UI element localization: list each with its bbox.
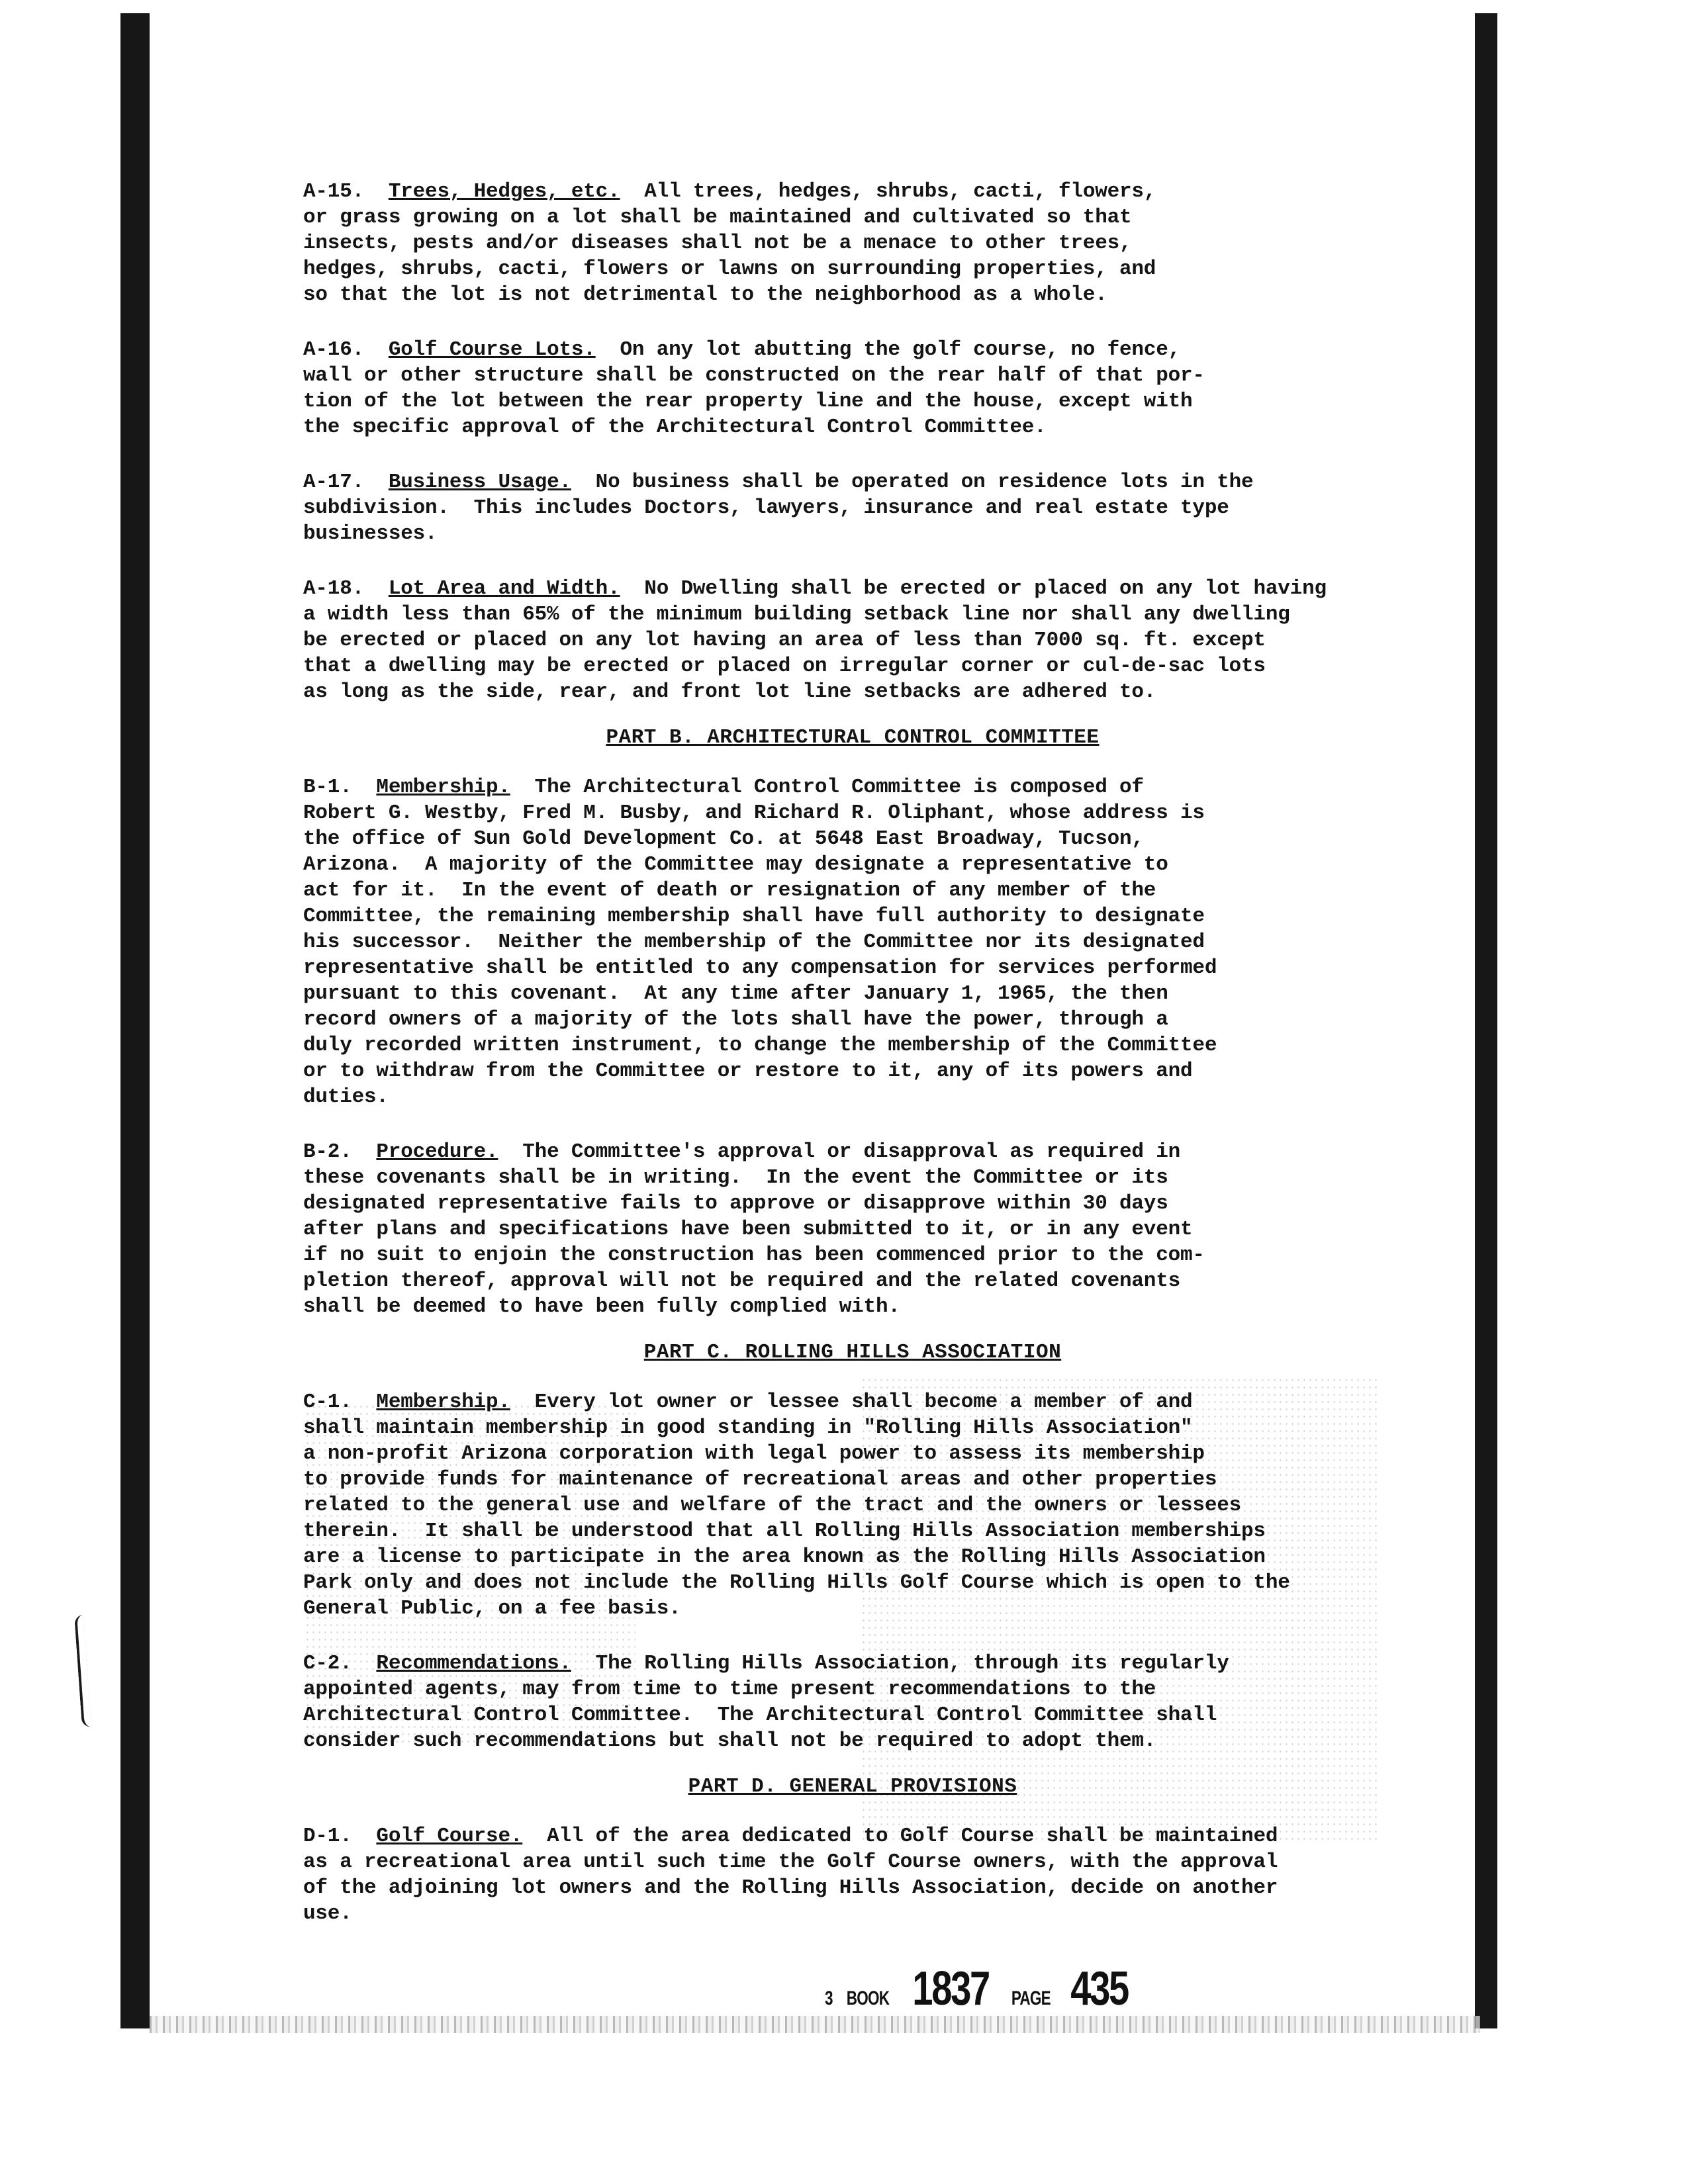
text-line: C-1. Membership. Every lot owner or lessee shall become a member of and	[303, 1390, 1193, 1414]
text-line: the office of Sun Gold Development Co. at 5648 East Broadway, Tucson,	[303, 827, 1144, 850]
document-page	[303, 179, 1402, 1956]
text-line: A-16. Golf Course Lots. On any lot abutting the golf course, no fence,	[303, 338, 1181, 361]
text-line: the specific approval of the Architectural Control Committee.	[303, 416, 1047, 439]
text-line: his successor. Neither the membership of the Committee nor its designated	[303, 931, 1205, 954]
paragraph-caption: Golf Course Lots.	[388, 338, 596, 361]
text-line: so that the lot is not detrimental to the neighborhood as a whole.	[303, 283, 1107, 306]
paragraph-caption: Recommendations.	[376, 1652, 571, 1675]
covenants-part-c	[303, 1389, 1402, 1754]
text-line: as long as the side, rear, and front lot line setbacks are adhered to.	[303, 680, 1156, 704]
text-line: a non-profit Arizona corporation with legal power to assess its membership	[303, 1442, 1205, 1465]
paragraph-caption: Trees, Hedges, etc.	[388, 180, 620, 203]
covenants-part-d	[303, 1823, 1402, 1927]
text-line: D-1. Golf Course. All of the area dedicated to Golf Course shall be maintained	[303, 1825, 1278, 1848]
part-d-heading: PART D. GENERAL PROVISIONS	[688, 1775, 1017, 1798]
text-line: B-1. Membership. The Architectural Control Committee is composed of	[303, 776, 1144, 799]
book-number: 1837	[912, 1962, 989, 2015]
text-line: wall or other structure shall be constructed on the rear half of that por-	[303, 364, 1205, 387]
text-line: shall maintain membership in good standing in "Rolling Hills Association"	[303, 1416, 1193, 1439]
text-line: duties.	[303, 1085, 389, 1109]
text-line: Park only and does not include the Rolling Hills Golf Course which is open to the	[303, 1571, 1290, 1594]
text-line: be erected or placed on any lot having an area of less than 7000 sq. ft. except	[303, 629, 1266, 652]
paragraph-caption: Membership.	[376, 776, 510, 799]
text-line: these covenants shall be in writing. In the event the Committee or its	[303, 1166, 1168, 1189]
text-line: A-17. Business Usage. No business shall be operated on residence lots in the	[303, 471, 1254, 494]
covenant-paragraph-a18	[303, 576, 1402, 705]
covenants-part-a-continued	[303, 179, 1402, 705]
paragraph-caption: Procedure.	[376, 1140, 498, 1163]
text-line: duly recorded written instrument, to change the membership of the Committee	[303, 1034, 1217, 1057]
page-label: PAGE	[1011, 1987, 1051, 2009]
text-line: appointed agents, may from time to time present recommendations to the	[303, 1678, 1156, 1701]
covenant-paragraph-c2	[303, 1651, 1402, 1754]
text-line: shall be deemed to have been fully complied with.	[303, 1295, 900, 1318]
paragraph-caption: Lot Area and Width.	[388, 577, 620, 600]
scan-edge-right	[1475, 13, 1497, 2028]
book-label: BOOK	[846, 1987, 889, 2009]
text-line: subdivision. This includes Doctors, lawyers, insurance and real estate type	[303, 496, 1229, 520]
scan-edge-left	[120, 13, 150, 2028]
text-line: to provide funds for maintenance of recreational areas and other properties	[303, 1468, 1217, 1491]
text-line: use.	[303, 1902, 352, 1925]
page-number: 435	[1070, 1962, 1128, 2015]
text-line: that a dwelling may be erected or placed on irregular corner or cul-de-sac lots	[303, 655, 1266, 678]
text-line: record owners of a majority of the lots shall have the power, through a	[303, 1008, 1168, 1031]
covenant-paragraph-d1	[303, 1823, 1402, 1927]
book-page-stamp	[823, 1962, 1136, 2016]
covenant-paragraph-b1	[303, 774, 1402, 1110]
text-line: a width less than 65% of the minimum building setback line nor shall any dwelling	[303, 603, 1290, 626]
text-line: insects, pests and/or diseases shall not be a menace to other trees,	[303, 232, 1132, 255]
text-line: as a recreational area until such time the Golf Course owners, with the approval	[303, 1850, 1278, 1874]
covenant-paragraph-b2	[303, 1139, 1402, 1320]
text-line: pletion thereof, approval will not be required and the related covenants	[303, 1269, 1181, 1293]
text-line: Robert G. Westby, Fred M. Busby, and Richard R. Oliphant, whose address is	[303, 801, 1205, 825]
text-line: A-15. Trees, Hedges, etc. All trees, hedges, shrubs, cacti, flowers,	[303, 180, 1156, 203]
text-line: tion of the lot between the rear property line and the house, except with	[303, 390, 1193, 413]
covenant-paragraph-a16	[303, 337, 1402, 440]
text-line: or grass growing on a lot shall be maintained and cultivated so that	[303, 206, 1132, 229]
scan-edge-bottom	[150, 2016, 1480, 2033]
part-b-heading: PART B. ARCHITECTURAL CONTROL COMMITTEE	[606, 726, 1100, 749]
text-line: are a license to participate in the area known as the Rolling Hills Association	[303, 1545, 1266, 1569]
covenant-paragraph-c1	[303, 1389, 1402, 1621]
text-line: Arizona. A majority of the Committee may designate a representative to	[303, 853, 1168, 876]
text-line: act for it. In the event of death or resignation of any member of the	[303, 879, 1156, 902]
stamp-prefix: 3	[824, 1987, 833, 2009]
covenants-part-b	[303, 774, 1402, 1320]
text-line: A-18. Lot Area and Width. No Dwelling shall be erected or placed on any lot having	[303, 577, 1327, 600]
text-line: after plans and specifications have been submitted to it, or in any event	[303, 1218, 1193, 1241]
text-line: Committee, the remaining membership shall have full authority to designate	[303, 905, 1205, 928]
text-line: or to withdraw from the Committee or restore to it, any of its powers and	[303, 1060, 1193, 1083]
text-line: if no suit to enjoin the construction has been commenced prior to the com-	[303, 1244, 1205, 1267]
text-line: therein. It shall be understood that all Rolling Hills Association memberships	[303, 1520, 1266, 1543]
paragraph-caption: Business Usage.	[388, 471, 571, 494]
text-line: businesses.	[303, 522, 438, 545]
text-line: C-2. Recommendations. The Rolling Hills Association, through its regularly	[303, 1652, 1229, 1675]
covenant-paragraph-a17	[303, 469, 1402, 547]
part-c-heading: PART C. ROLLING HILLS ASSOCIATION	[643, 1341, 1062, 1364]
text-line: General Public, on a fee basis.	[303, 1597, 681, 1620]
text-line: representative shall be entitled to any compensation for services performed	[303, 956, 1217, 979]
paragraph-caption: Golf Course.	[376, 1825, 523, 1848]
text-line: Architectural Control Committee. The Architectural Control Committee shall	[303, 1704, 1217, 1727]
text-line: of the adjoining lot owners and the Rolling Hills Association, decide on another	[303, 1876, 1278, 1899]
text-line: related to the general use and welfare of the tract and the owners or lessees	[303, 1494, 1242, 1517]
text-line: pursuant to this covenant. At any time after January 1, 1965, the then	[303, 982, 1168, 1005]
margin-pen-mark	[74, 1615, 91, 1728]
covenant-paragraph-a15	[303, 179, 1402, 308]
text-line: consider such recommendations but shall not be required to adopt them.	[303, 1729, 1156, 1752]
text-line: designated representative fails to approve or disapprove within 30 days	[303, 1192, 1168, 1215]
text-line: hedges, shrubs, cacti, flowers or lawns on surrounding properties, and	[303, 257, 1156, 281]
text-line: B-2. Procedure. The Committee's approval or disapproval as required in	[303, 1140, 1181, 1163]
paragraph-caption: Membership.	[376, 1390, 510, 1414]
